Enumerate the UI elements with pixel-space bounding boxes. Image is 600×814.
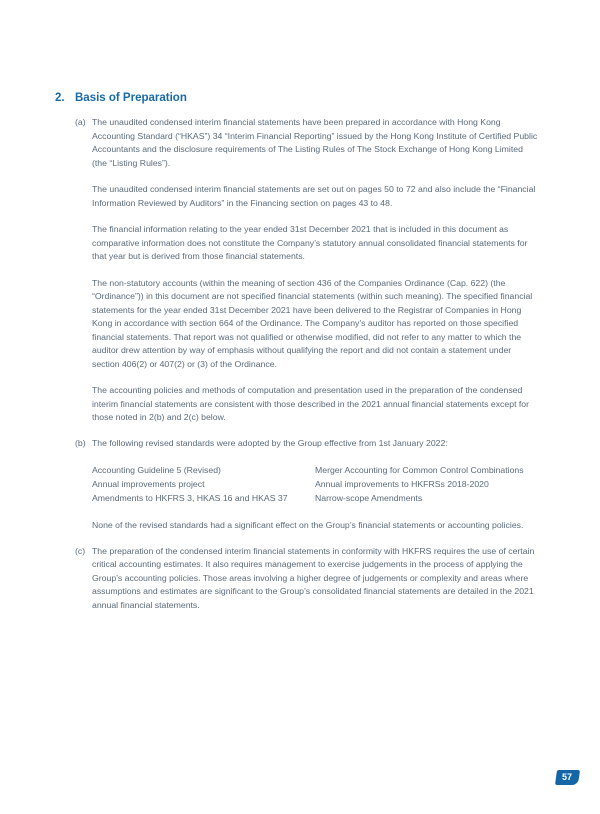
- subsection-c: [55, 545, 538, 613]
- subsection-b-body: [92, 437, 538, 533]
- paragraph-a4: The non-statutory accounts (within the meaning of section 436 of the Companies Ordinance (Cap. 622) (the “Ordinance”)) in this document are not specified financial statements (within such meaning). The specified financial statements for the year ended 31st December 2021 have been delivered to the Registrar of Companies in Hong Kong in accordance with section 664 of the Ordinance. The Company’s auditor has reported on those specified financial statements. That report was not qualified or otherwise modified, did not refer to any matter to which the auditor drew attention by way of emphasis without qualifying the report and did not contain a statement under section 406(2) or 407(2) or (3) of the Ordinance.: [92, 277, 533, 369]
- page-content: [55, 92, 538, 624]
- paragraph-a5: The accounting policies and methods of computation and presentation used in the preparation of the condensed interim financial statements are consistent with those described in the 2021 annual financial statements except for those noted in 2(b) and 2(c) below.: [92, 385, 530, 422]
- paragraph-a1: The unaudited condensed interim financial statements have been prepared in accordance with Hong Kong Accounting Standard (“HKAS”) 34 “Interim Financial Reporting” issued by the Hong Kong Institute of Certified Public Accountants and the disclosure requirements of The Listing Rules of The Stock Exchange of Hong Kong Limited (the “Listing Rules”).: [92, 117, 538, 168]
- section-number: 2.: [55, 92, 65, 104]
- standard-name: Annual improvements project: [92, 479, 205, 489]
- page-number: 57: [562, 772, 573, 782]
- subsection-b: [55, 437, 538, 533]
- subsection-a: [55, 116, 538, 425]
- section-heading: [55, 92, 538, 104]
- section-title: Basis of Preparation: [75, 92, 187, 104]
- paragraph-a2: The unaudited condensed interim financial statements are set out on pages 50 to 72 and also include the “Financial Information Reviewed by Auditors” in the Financing section on pages 43 to 48.: [92, 184, 536, 208]
- standard-name: Amendments to HKFRS 3, HKAS 16 and HKAS 37: [92, 493, 288, 503]
- subsection-b-label: (b): [75, 437, 86, 448]
- table-row: [92, 491, 538, 505]
- subsection-c-body: [92, 545, 538, 613]
- standard-name: Accounting Guideline 5 (Revised): [92, 465, 221, 475]
- standard-description: Merger Accounting for Common Control Combinations: [315, 465, 524, 475]
- standard-description: Annual improvements to HKFRSs 2018-2020: [315, 479, 489, 489]
- paragraph-b-intro: The following revised standards were adopted by the Group effective from 1st January 2022:: [92, 437, 448, 448]
- table-row: [92, 463, 538, 477]
- subsection-a-label: (a): [75, 117, 86, 127]
- page-number-badge: [555, 770, 580, 785]
- paragraph-b-note: None of the revised standards had a significant effect on the Group’s financial statements or accounting policies.: [92, 520, 524, 530]
- standard-description: Narrow-scope Amendments: [315, 493, 423, 503]
- subsection-c-label: (c): [75, 545, 86, 556]
- paragraph-c1: The preparation of the condensed interim financial statements in conformity with HKFRS requires the use of certain critical accounting estimates. It also requires management to exercise judgements in the process of applying the Group’s accounting policies. Those areas involving a higher degree of judgements or complexity and areas where assumptions and estimates are significant to the Group’s consolidated financial statements are detailed in the 2021 annual financial statements.: [92, 545, 535, 610]
- paragraph-a3: The financial information relating to the year ended 31st December 2021 that is included in this document as comparative information does not constitute the Company’s statutory annual consolidated financial statements for that year but is derived from those financial statements.: [92, 224, 528, 261]
- revised-standards-table: [92, 463, 538, 505]
- table-row: [92, 477, 538, 491]
- subsection-a-body: [92, 116, 538, 425]
